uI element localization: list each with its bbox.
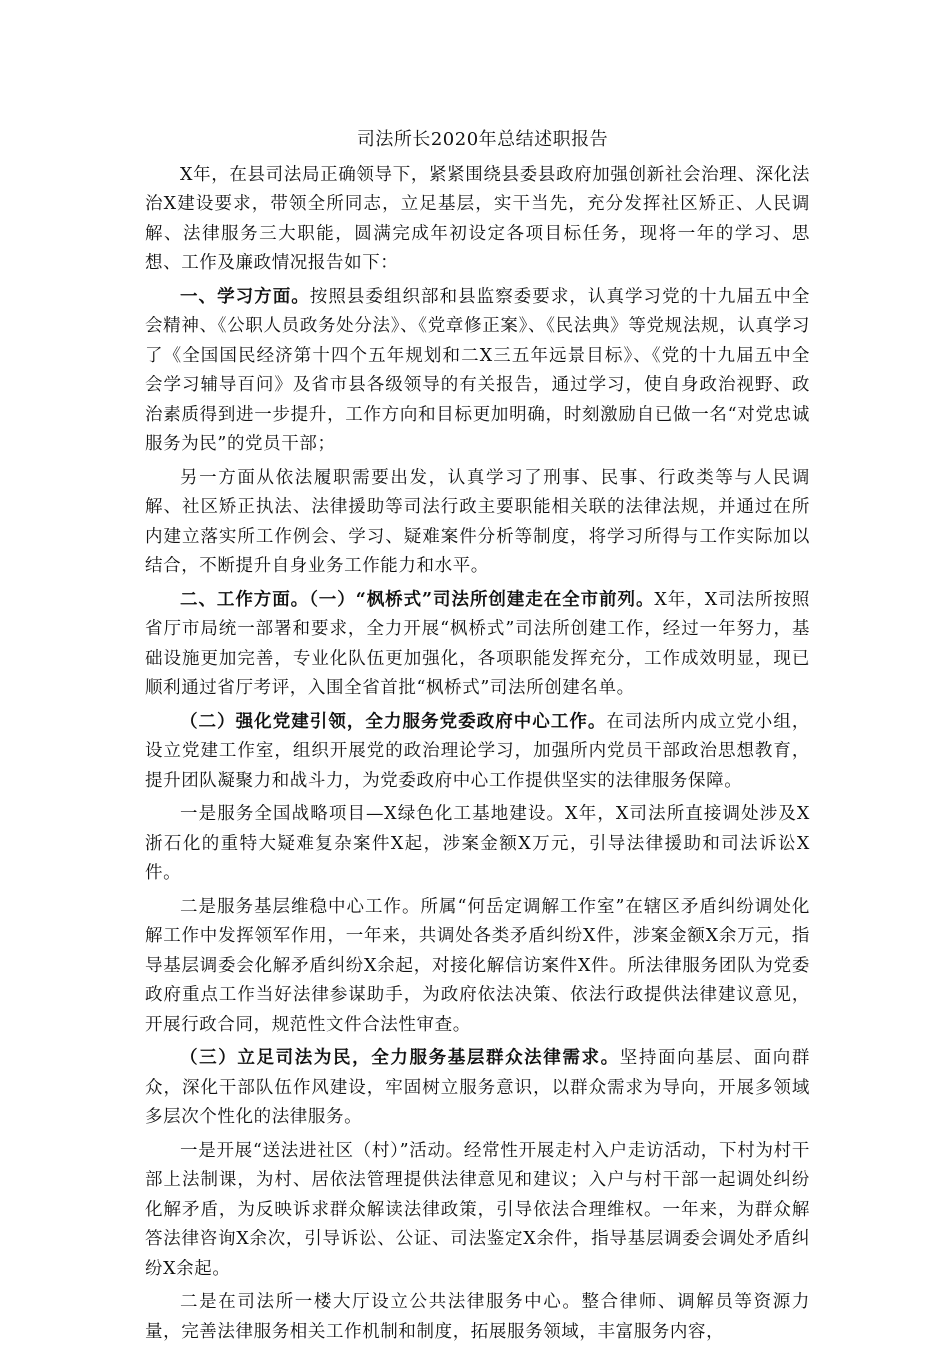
paragraph-text: 一是服务全国战略项目—X绿色化工基地建设。X年，X司法所直接调处涉及X浙石化的重特大疑难复杂案件X起，涉案金额X万元，引导法律援助和司法诉讼X件。 <box>145 804 810 883</box>
paragraph-text: 二是在司法所一楼大厅设立公共法律服务中心。整合律师、调解员等资源力量，完善法律服务相关工作机制和制度，拓展服务领域，丰富服务内容， <box>145 1292 810 1342</box>
paragraph-work <box>145 586 810 704</box>
paragraph-party-building <box>145 708 810 797</box>
paragraph-text: 一是开展“送法进社区（村）”活动。经常性开展走村入户走访活动，下村为村干部上法制课，为村、居依法管理提供法律意见和建议；入户与村干部一起调处纠纷化解矛盾，为反映诉求群众解读法律政策，引导依法合理维权。一年来，为群众解答法律咨询X余次，引导诉讼、公证、司法鉴定X余件，指导基层调委会调处矛盾纠纷X余起。 <box>145 1140 810 1279</box>
paragraph-text: X年，X司法所按照省厅市局统一部署和要求，全力开展“枫桥式”司法所创建工作，经过一年努力，基础设施更加完善，专业化队伍更加强化，各项职能发挥充分，工作成效明显，现已顺利通过省厅考评，入围全省首批“枫桥式”司法所创建名单。 <box>145 589 810 698</box>
paragraph-lead: 一、学习方面。 <box>180 286 310 307</box>
paragraph-strategic-project <box>145 800 810 889</box>
paragraph-text: 按照县委组织部和县监察委要求，认真学习党的十九届五中全会精神、《公职人员政务处分法》、《党章修正案》、《民法典》等党规法规，认真学习了《全国国民经济第十四个五年规划和二X三五年远景目标》、《党的十九届五中全会学习辅导百问》及省市县各级领导的有关报告，通过学习，使自身政治视野、政治素质得到进一步提升，工作方向和目标更加明确，时刻激励自已做一名“对党忠诚服务为民”的党员干部； <box>145 286 810 454</box>
paragraph-stability <box>145 893 810 1041</box>
paragraph-lead: （三）立足司法为民，全力服务基层群众法律需求。 <box>180 1048 620 1068</box>
paragraph-study <box>145 283 810 460</box>
paragraph-service-center <box>145 1288 810 1347</box>
document-title: 司法所长2020年总结述职报告 <box>356 129 609 150</box>
paragraph-serve-people <box>145 1044 810 1133</box>
paragraph-text: 坚持面向基层、面向群众，深化干部队伍作风建设，牢固树立服务意识，以群众需求为导向，开展多领域多层次个性化的法律服务。 <box>145 1048 810 1127</box>
paragraph-text: 在司法所内成立党小组，设立党建工作室，组织开展党的政治理论学习，加强所内党员干部政治思想教育，提升团队凝聚力和战斗力，为党委政府中心工作提供坚实的法律服务保障。 <box>145 711 810 791</box>
paragraph-study-2 <box>145 464 810 582</box>
paragraph-lead: （二）强化党建引领，全力服务党委政府中心工作。 <box>180 711 607 732</box>
paragraph-law-to-community <box>145 1137 810 1285</box>
document-page <box>145 125 810 1351</box>
paragraph-text: 另一方面从依法履职需要出发，认真学习了刑事、民事、行政类等与人民调解、社区矫正执法、法律援助等司法行政主要职能相关联的法律法规，并通过在所内建立落实所工作例会、学习、疑难案件分析等制度，将学习所得与工作实际加以结合，不断提升自身业务工作能力和水平。 <box>145 467 810 576</box>
paragraph-text: 二是服务基层维稳中心工作。所属“何岳定调解工作室”在辖区矛盾纠纷调处化解工作中发挥领军作用，一年来，共调处各类矛盾纠纷X件，涉案金额X余万元，指导基层调委会化解矛盾纠纷X余起，对接化解信访案件X件。所法律服务团队为党委政府重点工作当好法律参谋助手，为政府依法决策、依法行政提供法律建议意见，开展行政合同，规范性文件合法性审查。 <box>145 896 810 1035</box>
paragraph-lead: 二、工作方面。（一）“枫桥式”司法所创建走在全市前列。 <box>180 589 655 610</box>
paragraph-text: X年，在县司法局正确领导下，紧紧围绕县委县政府加强创新社会治理、深化法治X建设要求，带领全所同志，立足基层，实干当先，充分发挥社区矫正、人民调解、法律服务三大职能，圆满完成年初设定各项目标任务，现将一年的学习、思想、工作及廉政情况报告如下： <box>145 164 810 273</box>
paragraph-intro <box>145 161 810 279</box>
